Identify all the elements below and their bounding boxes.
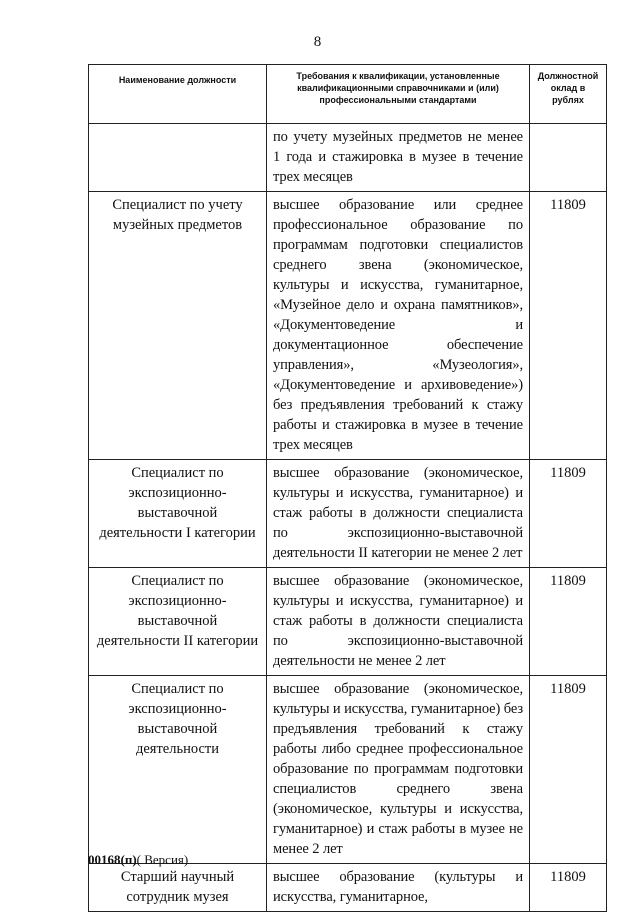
header-salary: Должностной оклад в рублях bbox=[530, 65, 607, 124]
document-version: ( Версия) bbox=[136, 852, 189, 867]
position-cell: Специалист по учету музейных предметов bbox=[89, 192, 267, 460]
table-row bbox=[89, 124, 607, 192]
table-row bbox=[89, 676, 607, 864]
qualification-table bbox=[88, 64, 607, 912]
document-footer bbox=[88, 852, 188, 868]
document-code: 00168(п) bbox=[88, 852, 137, 867]
table-header-row bbox=[89, 65, 607, 124]
table-row bbox=[89, 568, 607, 676]
table-row bbox=[89, 864, 607, 912]
requirements-cell: высшее образование (экономическое, культуры и искусства, гуманитарное) и стаж работы в должности специалиста по экспозиционно-выставочной деятельности не менее 2 лет bbox=[267, 568, 530, 676]
salary-cell bbox=[530, 124, 607, 192]
requirements-cell: высшее образование (культуры и искусства, гуманитарное, bbox=[267, 864, 530, 912]
salary-cell: 11809 bbox=[530, 192, 607, 460]
requirements-cell: высшее образование (экономическое, культуры и искусства, гуманитарное) без предъявления требований к стажу работы либо среднее профессиональное образование по программам подготовки специалистов среднего звена (экономическое, культуры и искусства, гуманитарное) и стаж работы в музее не менее 2 лет bbox=[267, 676, 530, 864]
position-cell: Специалист по экспозиционно-выставочной деятельности bbox=[89, 676, 267, 864]
salary-cell: 11809 bbox=[530, 460, 607, 568]
position-cell: Специалист по экспозиционно-выставочной деятельности II категории bbox=[89, 568, 267, 676]
salary-cell: 11809 bbox=[530, 568, 607, 676]
header-position: Наименование должности bbox=[89, 65, 267, 124]
position-cell bbox=[89, 124, 267, 192]
salary-cell: 11809 bbox=[530, 864, 607, 912]
table-row bbox=[89, 192, 607, 460]
table-row bbox=[89, 460, 607, 568]
page-number: 8 bbox=[313, 34, 322, 50]
requirements-cell: высшее образование или среднее профессиональное образование по программам подготовки специалистов среднего звена (экономическое, культуры и искусства, гуманитарное, «Музейное дело и охрана памятников», «Документоведение и документационное обеспечение управления», «Музеология», «Документоведение и архивоведение») без предъявления требований к стажу работы и стажировка в музее в течение трех месяцев bbox=[267, 192, 530, 460]
position-cell: Специалист по экспозиционно-выставочной деятельности I категории bbox=[89, 460, 267, 568]
header-requirements: Требования к квалификации, установленные квалификационными справочниками и (или) профессиональными стандартами bbox=[267, 65, 530, 124]
requirements-cell: высшее образование (экономическое, культуры и искусства, гуманитарное) и стаж работы в должности специалиста по экспозиционно-выставочной деятельности II категории не менее 2 лет bbox=[267, 460, 530, 568]
requirements-cell: по учету музейных предметов не менее 1 года и стажировка в музее в течение трех месяцев bbox=[267, 124, 530, 192]
position-cell: Старший научный сотрудник музея bbox=[89, 864, 267, 912]
salary-cell: 11809 bbox=[530, 676, 607, 864]
